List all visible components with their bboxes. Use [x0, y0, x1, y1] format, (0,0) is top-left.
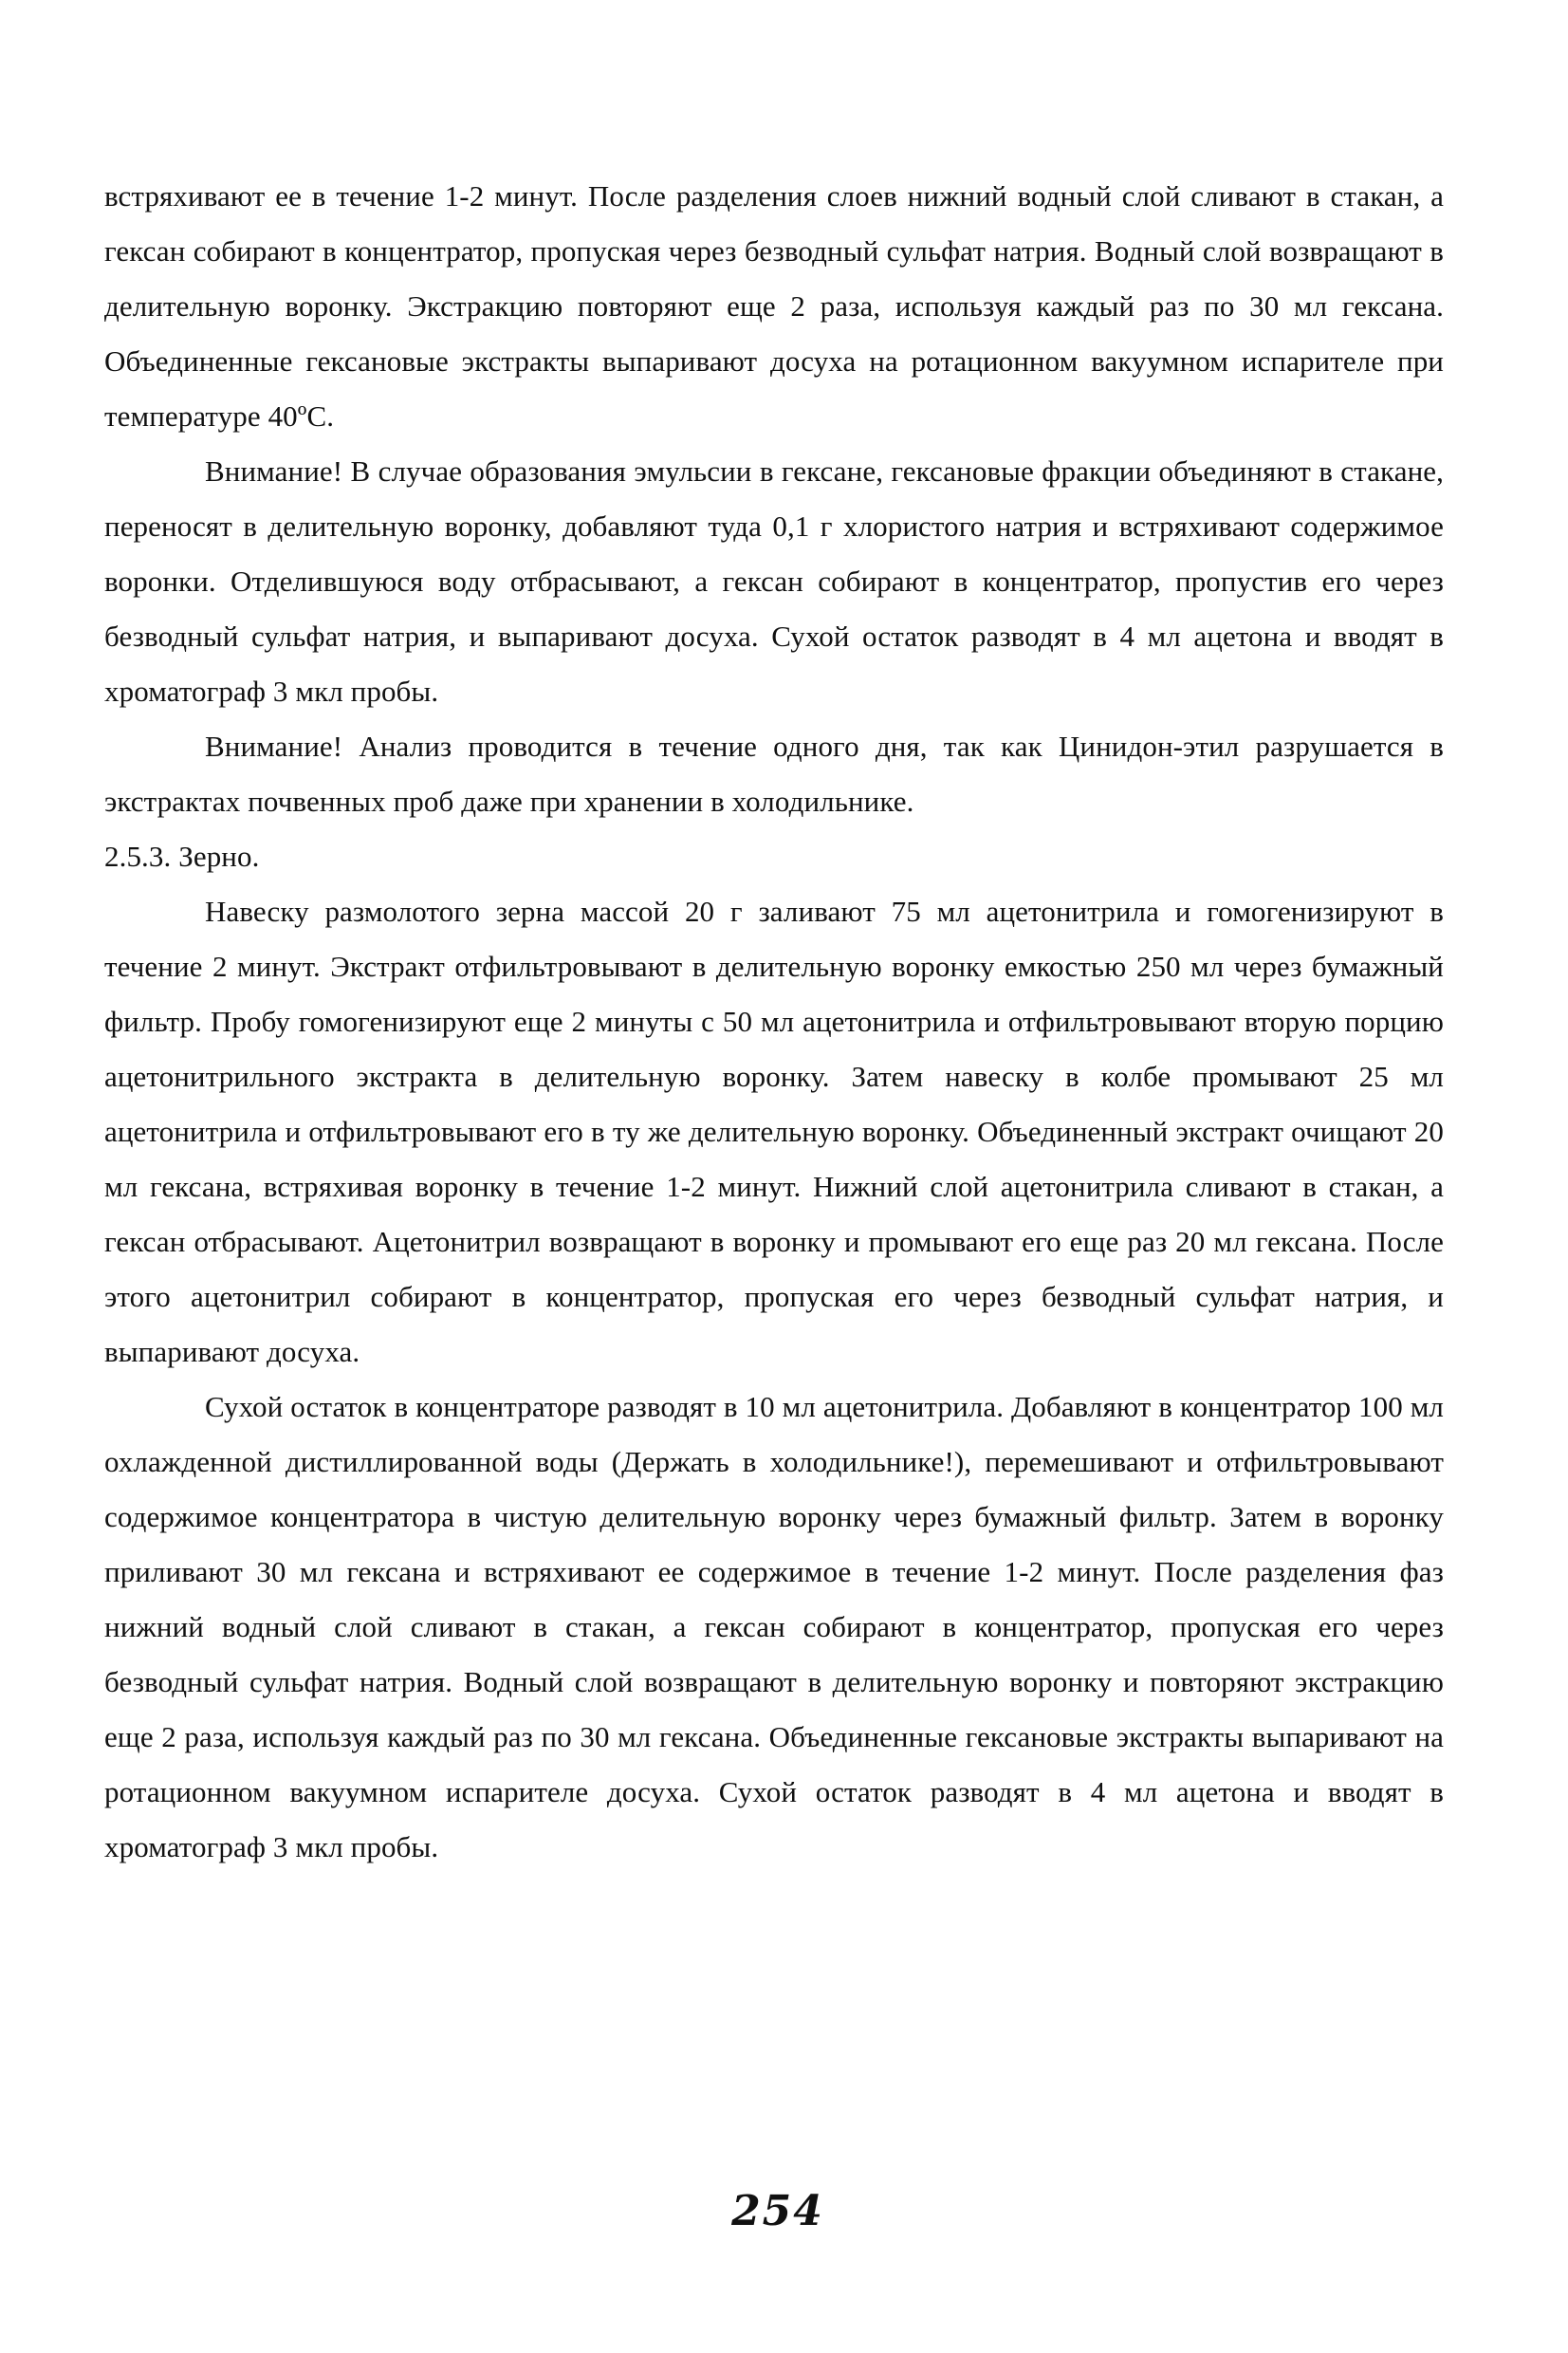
section-heading-grain: 2.5.3. Зерно. [104, 840, 260, 873]
paragraph-emulsion-warning: Внимание! В случае образования эмульсии в гексане, гексановые фракции объединяют в стакане, переносят в делительную воронку, добавляют туда 0,1 г хлористого натрия и встряхивают содержимое воронки. Отделившуюся воду отбрасывают, а гексан собирают в концентратор, пропустив его через безводный сульфат натрия, и выпаривают досуха. Сухой остаток разводят в 4 мл ацетона и вводят в хроматограф 3 мкл пробы. [104, 454, 1444, 708]
body-text [104, 169, 1444, 1875]
paragraph-analysis-warning: Внимание! Анализ проводится в течение одного дня, так как Цинидон-этил разрушается в экстрактах почвенных проб даже при хранении в холодильнике. [104, 730, 1444, 818]
paragraph-dry-residue: Сухой остаток в концентраторе разводят в 10 мл ацетонитрила. Добавляют в концентратор 100 мл охлажденной дистиллированной воды (Держать в холодильнике!), перемешивают и отфильтровывают содержимое концентратора в чистую делительную воронку через бумажный фильтр. Затем в воронку приливают 30 мл гексана и встряхивают ее содержимое в течение 1-2 минут. После разделения фаз нижний водный слой сливают в стакан, а гексан собирают в концентратор, пропуская его через безводный сульфат натрия. Водный слой возвращают в делительную воронку и повторяют экстракцию еще 2 раза, используя каждый раз по 30 мл гексана. Объединенные гексановые экстракты выпаривают на ротационном вакуумном испарителе досуха. Сухой остаток разводят в 4 мл ацетона и вводят в хроматограф 3 мкл пробы. [104, 1390, 1444, 1863]
paragraph-hexane-extraction: встряхивают ее в течение 1-2 минут. После разделения слоев нижний водный слой сливают в стакан, а гексан собирают в концентратор, пропуская через безводный сульфат натрия. Водный слой возвращают в делительную воронку. Экстракцию повторяют еще 2 раза, используя каждый раз по 30 мл гексана. Объединенные гексановые экстракты выпаривают досуха на ротационном вакуумном испарителе при температуре 40ºС. [104, 179, 1444, 433]
paragraph-grain-extraction: Навеску размолотого зерна массой 20 г заливают 75 мл ацетонитрила и гомогенизируют в течение 2 минут. Экстракт отфильтровывают в делительную воронку емкостью 250 мл через бумажный фильтр. Пробу гомогенизируют еще 2 минуты с 50 мл ацетонитрила и отфильтровывают вторую порцию ацетонитрильного экстракта в делительную воронку. Затем навеску в колбе промывают 25 мл ацетонитрила и отфильтровывают его в ту же делительную воронку. Объединенный экстракт очищают 20 мл гексана, встряхивая воронку в течение 1-2 минут. Нижний слой ацетонитрила сливают в стакан, а гексан отбрасывают. Ацетонитрил возвращают в воронку и промывают его еще раз 20 мл гексана. После этого ацетонитрил собирают в концентратор, пропуская его через безводный сульфат натрия, и выпаривают досуха. [104, 895, 1444, 1368]
page-number: 254 [731, 2187, 824, 2235]
